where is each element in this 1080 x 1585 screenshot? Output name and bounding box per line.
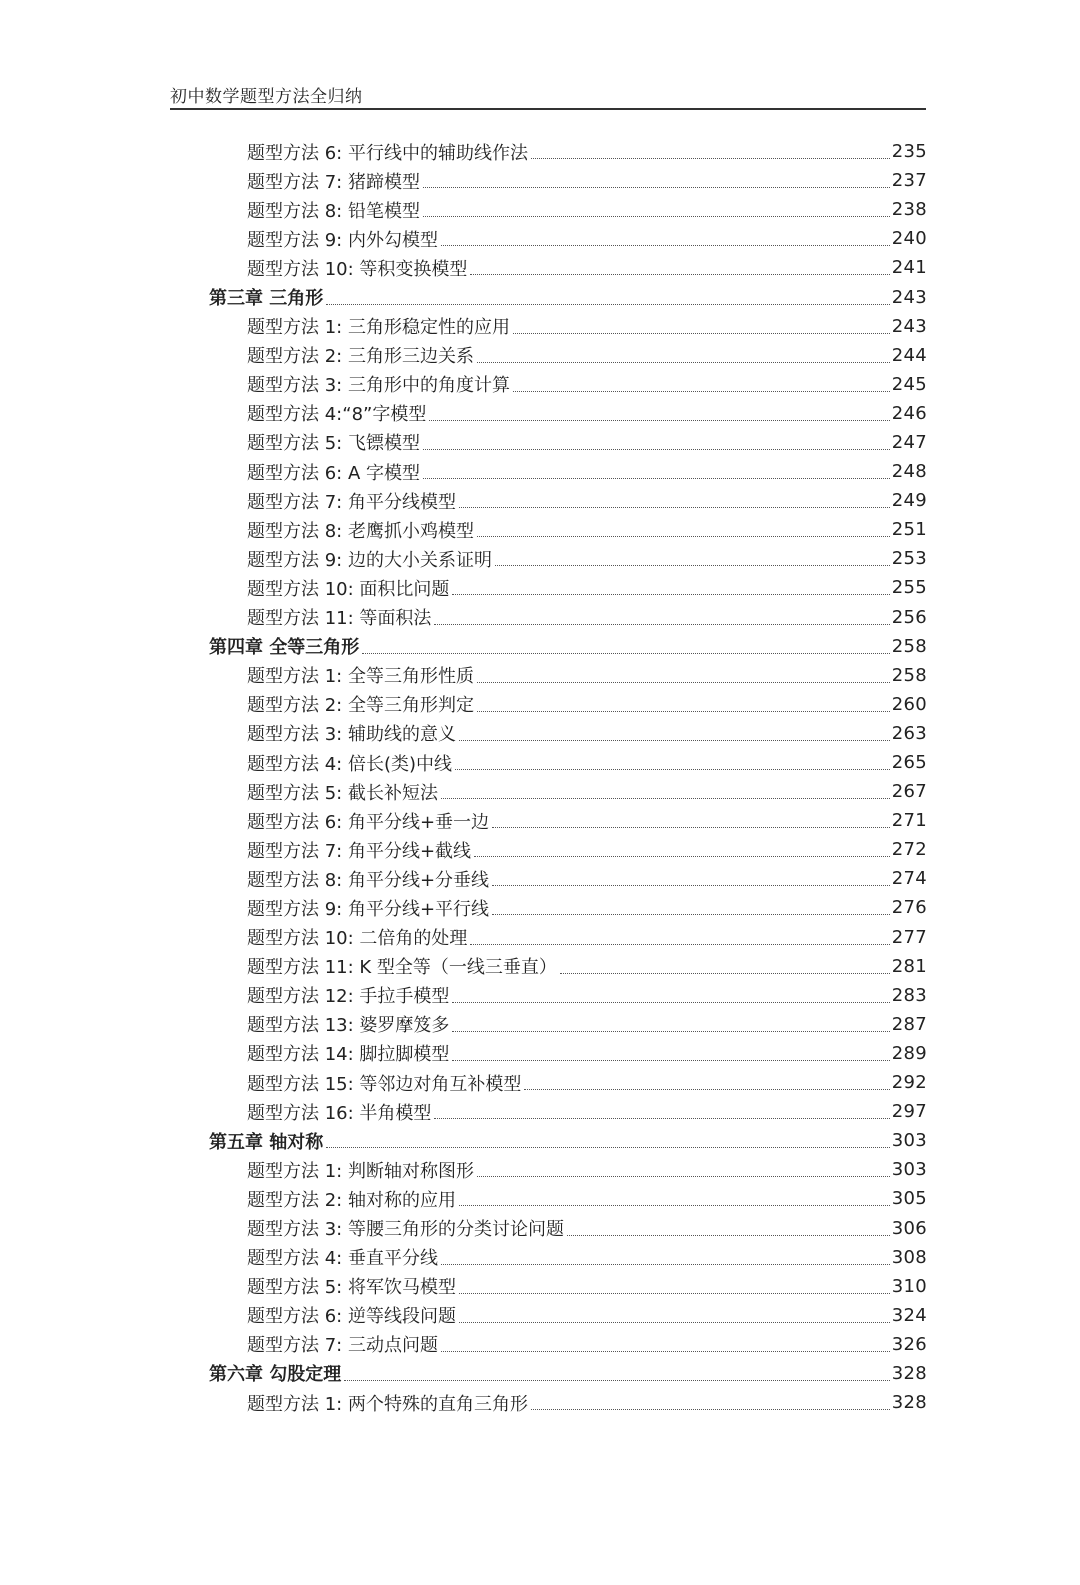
toc-chapter-entry	[209, 282, 927, 311]
toc-entry-title: 题型方法 7: 三动点问题	[247, 1335, 438, 1357]
toc-method-entry	[247, 864, 927, 893]
toc-entry-title: 题型方法 13: 婆罗摩笈多	[247, 1015, 450, 1037]
dot-leader	[434, 624, 889, 625]
toc-page-number: 258	[891, 635, 927, 657]
toc-page-number: 241	[891, 257, 927, 279]
toc-page-number: 256	[891, 606, 927, 628]
toc-page-number: 247	[891, 431, 927, 453]
running-header	[170, 78, 926, 110]
dot-leader	[470, 944, 889, 945]
toc-page-number: 292	[891, 1072, 927, 1094]
dot-leader	[477, 1176, 890, 1177]
toc-entry-title: 第三章 三角形	[209, 288, 324, 310]
toc-page-number: 237	[891, 170, 927, 192]
toc-method-entry	[247, 457, 927, 486]
toc-entry-title: 题型方法 5: 飞镖模型	[247, 433, 420, 455]
toc-page-number: 265	[891, 752, 927, 774]
dot-leader	[452, 594, 889, 595]
dot-leader	[452, 1060, 889, 1061]
toc-page-number: 281	[891, 955, 927, 977]
toc-entry-title: 题型方法 4: 垂直平分线	[247, 1248, 438, 1270]
toc-method-entry	[247, 137, 927, 166]
dot-leader	[560, 973, 890, 974]
toc-entry-title: 题型方法 1: 三角形稳定性的应用	[247, 317, 510, 339]
toc-method-entry	[247, 952, 927, 981]
toc-entry-title: 题型方法 15: 等邻边对角互补模型	[247, 1073, 522, 1095]
dot-leader	[423, 449, 890, 450]
toc-page-number: 287	[891, 1013, 927, 1035]
toc-page-number: 255	[891, 577, 927, 599]
toc-page-number: 305	[891, 1188, 927, 1210]
toc-entry-title: 第四章 全等三角形	[209, 637, 360, 659]
toc-method-entry	[247, 1039, 927, 1068]
toc-chapter-entry	[209, 1126, 927, 1155]
dot-leader	[513, 391, 890, 392]
toc-method-entry	[247, 661, 927, 690]
toc-method-entry	[247, 515, 927, 544]
toc-method-entry	[247, 224, 927, 253]
toc-method-entry	[247, 166, 927, 195]
toc-method-entry	[247, 253, 927, 282]
toc-method-entry	[247, 312, 927, 341]
dot-leader	[423, 478, 890, 479]
toc-method-entry	[247, 1068, 927, 1097]
dot-leader	[459, 507, 890, 508]
toc-entry-title: 题型方法 9: 内外勾模型	[247, 229, 438, 251]
toc-entry-title: 题型方法 7: 猪蹄模型	[247, 171, 420, 193]
toc-entry-title: 题型方法 11: K 型全等（一线三垂直）	[247, 957, 557, 979]
dot-leader	[441, 1264, 890, 1265]
toc-entry-title: 题型方法 3: 三角形中的角度计算	[247, 375, 510, 397]
toc-method-entry	[247, 399, 927, 428]
toc-method-entry	[247, 1301, 927, 1330]
toc-method-entry	[247, 573, 927, 602]
toc-method-entry	[247, 1184, 927, 1213]
dot-leader	[492, 885, 890, 886]
toc-entry-title: 题型方法 14: 脚拉脚模型	[247, 1044, 450, 1066]
toc-method-entry	[247, 1272, 927, 1301]
toc-entry-title: 题型方法 3: 辅助线的意义	[247, 724, 456, 746]
dot-leader	[567, 1235, 890, 1236]
dot-leader	[477, 682, 890, 683]
dot-leader	[452, 1002, 889, 1003]
dot-leader	[434, 1118, 889, 1119]
toc-page-number: 245	[891, 373, 927, 395]
dot-leader	[477, 536, 890, 537]
toc-method-entry	[247, 341, 927, 370]
toc-method-entry	[247, 835, 927, 864]
dot-leader	[455, 769, 890, 770]
toc-method-entry	[247, 603, 927, 632]
toc-page-number: 258	[891, 664, 927, 686]
toc-page-number: 253	[891, 548, 927, 570]
dot-leader	[362, 653, 889, 654]
toc-page-number: 289	[891, 1042, 927, 1064]
dot-leader	[326, 304, 889, 305]
toc-entry-title: 题型方法 6: 平行线中的辅助线作法	[247, 142, 528, 164]
toc-chapter-entry	[209, 1359, 927, 1388]
toc-page-number: 328	[891, 1362, 927, 1384]
toc-entry-title: 题型方法 6: A 字模型	[247, 462, 420, 484]
dot-leader	[524, 1089, 889, 1090]
table-of-contents	[0, 137, 1080, 1417]
toc-page-number: 326	[891, 1333, 927, 1355]
toc-page-number: 272	[891, 839, 927, 861]
toc-entry-title: 题型方法 4:“8”字模型	[247, 404, 427, 426]
dot-leader	[492, 914, 890, 915]
toc-page-number: 260	[891, 693, 927, 715]
toc-method-entry	[247, 1213, 927, 1242]
toc-method-entry	[247, 719, 927, 748]
toc-entry-title: 题型方法 8: 老鹰抓小鸡模型	[247, 520, 474, 542]
dot-leader	[470, 274, 889, 275]
toc-page-number: 324	[891, 1304, 927, 1326]
toc-method-entry	[247, 1388, 927, 1417]
dot-leader	[477, 711, 890, 712]
toc-entry-title: 题型方法 7: 角平分线+截线	[247, 840, 472, 862]
toc-page-number: 244	[891, 344, 927, 366]
toc-entry-title: 题型方法 7: 角平分线模型	[247, 491, 456, 513]
toc-entry-title: 题型方法 1: 两个特殊的直角三角形	[247, 1393, 528, 1415]
toc-entry-title: 题型方法 2: 轴对称的应用	[247, 1189, 456, 1211]
toc-page-number: 249	[891, 490, 927, 512]
toc-method-entry	[247, 486, 927, 515]
dot-leader	[531, 158, 890, 159]
toc-entry-title: 题型方法 11: 等面积法	[247, 608, 432, 630]
toc-page-number: 277	[891, 926, 927, 948]
toc-page-number: 243	[891, 315, 927, 337]
toc-entry-title: 题型方法 3: 等腰三角形的分类讨论问题	[247, 1219, 564, 1241]
toc-entry-title: 题型方法 9: 边的大小关系证明	[247, 549, 492, 571]
toc-method-entry	[247, 195, 927, 224]
toc-page-number: 240	[891, 228, 927, 250]
toc-entry-title: 题型方法 5: 将军饮马模型	[247, 1277, 456, 1299]
dot-leader	[326, 1147, 889, 1148]
toc-method-entry	[247, 1010, 927, 1039]
toc-method-entry	[247, 777, 927, 806]
toc-page-number: 297	[891, 1101, 927, 1123]
dot-leader	[441, 798, 890, 799]
toc-entry-title: 题型方法 1: 全等三角形性质	[247, 666, 474, 688]
toc-method-entry	[247, 370, 927, 399]
toc-page-number: 246	[891, 402, 927, 424]
toc-method-entry	[247, 1097, 927, 1126]
toc-page-number: 306	[891, 1217, 927, 1239]
toc-method-entry	[247, 544, 927, 573]
toc-entry-title: 题型方法 4: 倍长(类)中线	[247, 753, 453, 775]
toc-entry-title: 题型方法 10: 面积比问题	[247, 578, 450, 600]
dot-leader	[477, 362, 890, 363]
dot-leader	[531, 1409, 890, 1410]
toc-page-number: 283	[891, 984, 927, 1006]
toc-entry-title: 第六章 勾股定理	[209, 1364, 342, 1386]
dot-leader	[423, 187, 890, 188]
toc-entry-title: 题型方法 10: 二倍角的处理	[247, 928, 468, 950]
dot-leader	[441, 1351, 890, 1352]
book-title: 初中数学题型方法全归纳	[170, 87, 363, 107]
toc-entry-title: 题型方法 2: 三角形三边关系	[247, 346, 474, 368]
dot-leader	[513, 333, 890, 334]
toc-page-number: 303	[891, 1159, 927, 1181]
toc-page-number: 276	[891, 897, 927, 919]
toc-entry-title: 题型方法 6: 角平分线+垂一边	[247, 811, 490, 833]
toc-entry-title: 题型方法 1: 判断轴对称图形	[247, 1160, 474, 1182]
dot-leader	[459, 740, 890, 741]
toc-method-entry	[247, 748, 927, 777]
toc-method-entry	[247, 428, 927, 457]
toc-page-number: 303	[891, 1130, 927, 1152]
dot-leader	[459, 1322, 890, 1323]
toc-page-number: 243	[891, 286, 927, 308]
toc-page-number: 328	[891, 1392, 927, 1414]
dot-leader	[441, 245, 890, 246]
toc-entry-title: 题型方法 12: 手拉手模型	[247, 986, 450, 1008]
dot-leader	[495, 565, 890, 566]
toc-page-number: 308	[891, 1246, 927, 1268]
dot-leader	[423, 216, 890, 217]
dot-leader	[492, 827, 890, 828]
toc-page-number: 235	[891, 141, 927, 163]
toc-page-number: 238	[891, 199, 927, 221]
toc-entry-title: 题型方法 9: 角平分线+平行线	[247, 898, 490, 920]
toc-chapter-entry	[209, 632, 927, 661]
dot-leader	[429, 420, 889, 421]
toc-page-number: 263	[891, 722, 927, 744]
toc-method-entry	[247, 690, 927, 719]
toc-page-number: 267	[891, 781, 927, 803]
toc-entry-title: 题型方法 5: 截长补短法	[247, 782, 438, 804]
dot-leader	[459, 1205, 890, 1206]
toc-method-entry	[247, 923, 927, 952]
toc-page-number: 310	[891, 1275, 927, 1297]
toc-page-number: 248	[891, 461, 927, 483]
toc-method-entry	[247, 981, 927, 1010]
dot-leader	[344, 1380, 889, 1381]
toc-entry-title: 第五章 轴对称	[209, 1131, 324, 1153]
toc-method-entry	[247, 1330, 927, 1359]
toc-method-entry	[247, 1243, 927, 1272]
toc-page-number: 274	[891, 868, 927, 890]
toc-method-entry	[247, 1155, 927, 1184]
dot-leader	[452, 1031, 889, 1032]
toc-entry-title: 题型方法 6: 逆等线段问题	[247, 1306, 456, 1328]
toc-entry-title: 题型方法 10: 等积变换模型	[247, 258, 468, 280]
toc-page-number: 251	[891, 519, 927, 541]
toc-entry-title: 题型方法 16: 半角模型	[247, 1102, 432, 1124]
toc-method-entry	[247, 893, 927, 922]
dot-leader	[474, 856, 890, 857]
toc-entry-title: 题型方法 8: 铅笔模型	[247, 200, 420, 222]
dot-leader	[459, 1293, 890, 1294]
toc-entry-title: 题型方法 8: 角平分线+分垂线	[247, 869, 490, 891]
toc-method-entry	[247, 806, 927, 835]
toc-entry-title: 题型方法 2: 全等三角形判定	[247, 695, 474, 717]
toc-page-number: 271	[891, 810, 927, 832]
